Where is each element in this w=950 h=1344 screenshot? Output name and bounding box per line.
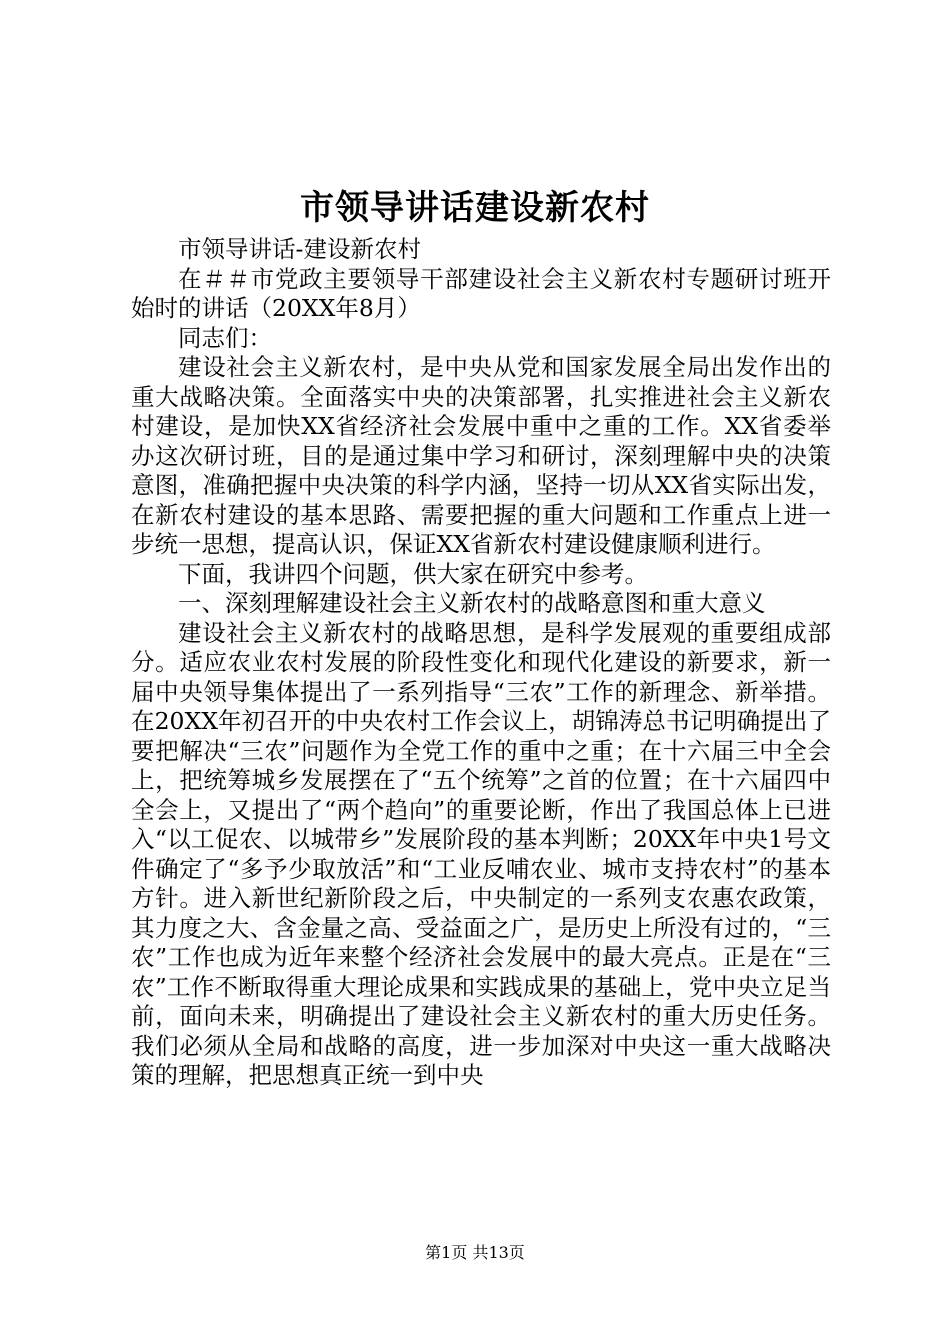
intro-paragraph: 建设社会主义新农村，是中央从党和国家发展全局出发作出的重大战略决策。全面落实中央的决策部署，扎实推进社会主义新农村建设，是加快XX省经济社会发展中重中之重的工作。XX省委举办这次研讨班，目的是通过集中学习和研讨，深刻理解中央的决策意图，准确把握中央决策的科学内涵，坚持一切从XX省实际出发，在新农村建设的基本思路、需要把握的重大问题和工作重点上进一步统一思想，提高认识，保证XX省新农村建设健康顺利进行。 [131, 353, 831, 558]
subtitle-paragraph: 市领导讲话-建设新农村 [178, 235, 421, 263]
salutation-paragraph: 同志们： [178, 323, 272, 352]
document-body [131, 235, 831, 1091]
document-title: 市领导讲话建设新农村 [300, 188, 650, 228]
section-body-paragraph: 建设社会主义新农村的战略思想，是科学发展观的重要组成部分。适应农业农村发展的阶段性变化和现代化建设的新要求，新一届中央领导集体提出了一系列指导“三农”工作的新理念、新举措。在20XX年初召开的中央农村工作会议上，胡锦涛总书记明确提出了要把解决“三农”问题作为全党工作的重中之重；在十六届三中全会上，把统筹城乡发展摆在了“五个统筹”之首的位置；在十六届四中全会上，又提出了“两个趋向”的重要论断，作出了我国总体上已进入“以工促农、以城带乡”发展阶段的基本判断；20XX年中央1号文件确定了“多予少取放活”和“工业反哺农业、城市支持农村”的基本方针。进入新世纪新阶段之后，中央制定的一系列支农惠农政策，其力度之大、含金量之高、受益面之广，是历史上所没有过的，“三农”工作也成为近年来整个经济社会发展中的最大亮点。正是在“三农”工作不断取得重大理论成果和实践成果的基础上，党中央立足当前，面向未来，明确提出了建设社会主义新农村的重大历史任务。我们必须从全局和战略的高度，进一步加深对中央这一重大战略决策的理解，把思想真正统一到中央 [131, 618, 831, 1089]
section-heading: 一、深刻理解建设社会主义新农村的战略意图和重大意义 [178, 589, 766, 617]
outline-paragraph: 下面，我讲四个问题，供大家在研究中参考。 [178, 559, 648, 588]
occasion-paragraph: 在＃＃市党政主要领导干部建设社会主义新农村专题研讨班开始时的讲话（20XX年8月） [131, 264, 831, 322]
page-number-footer: 第1页 共13页 [425, 1243, 525, 1262]
